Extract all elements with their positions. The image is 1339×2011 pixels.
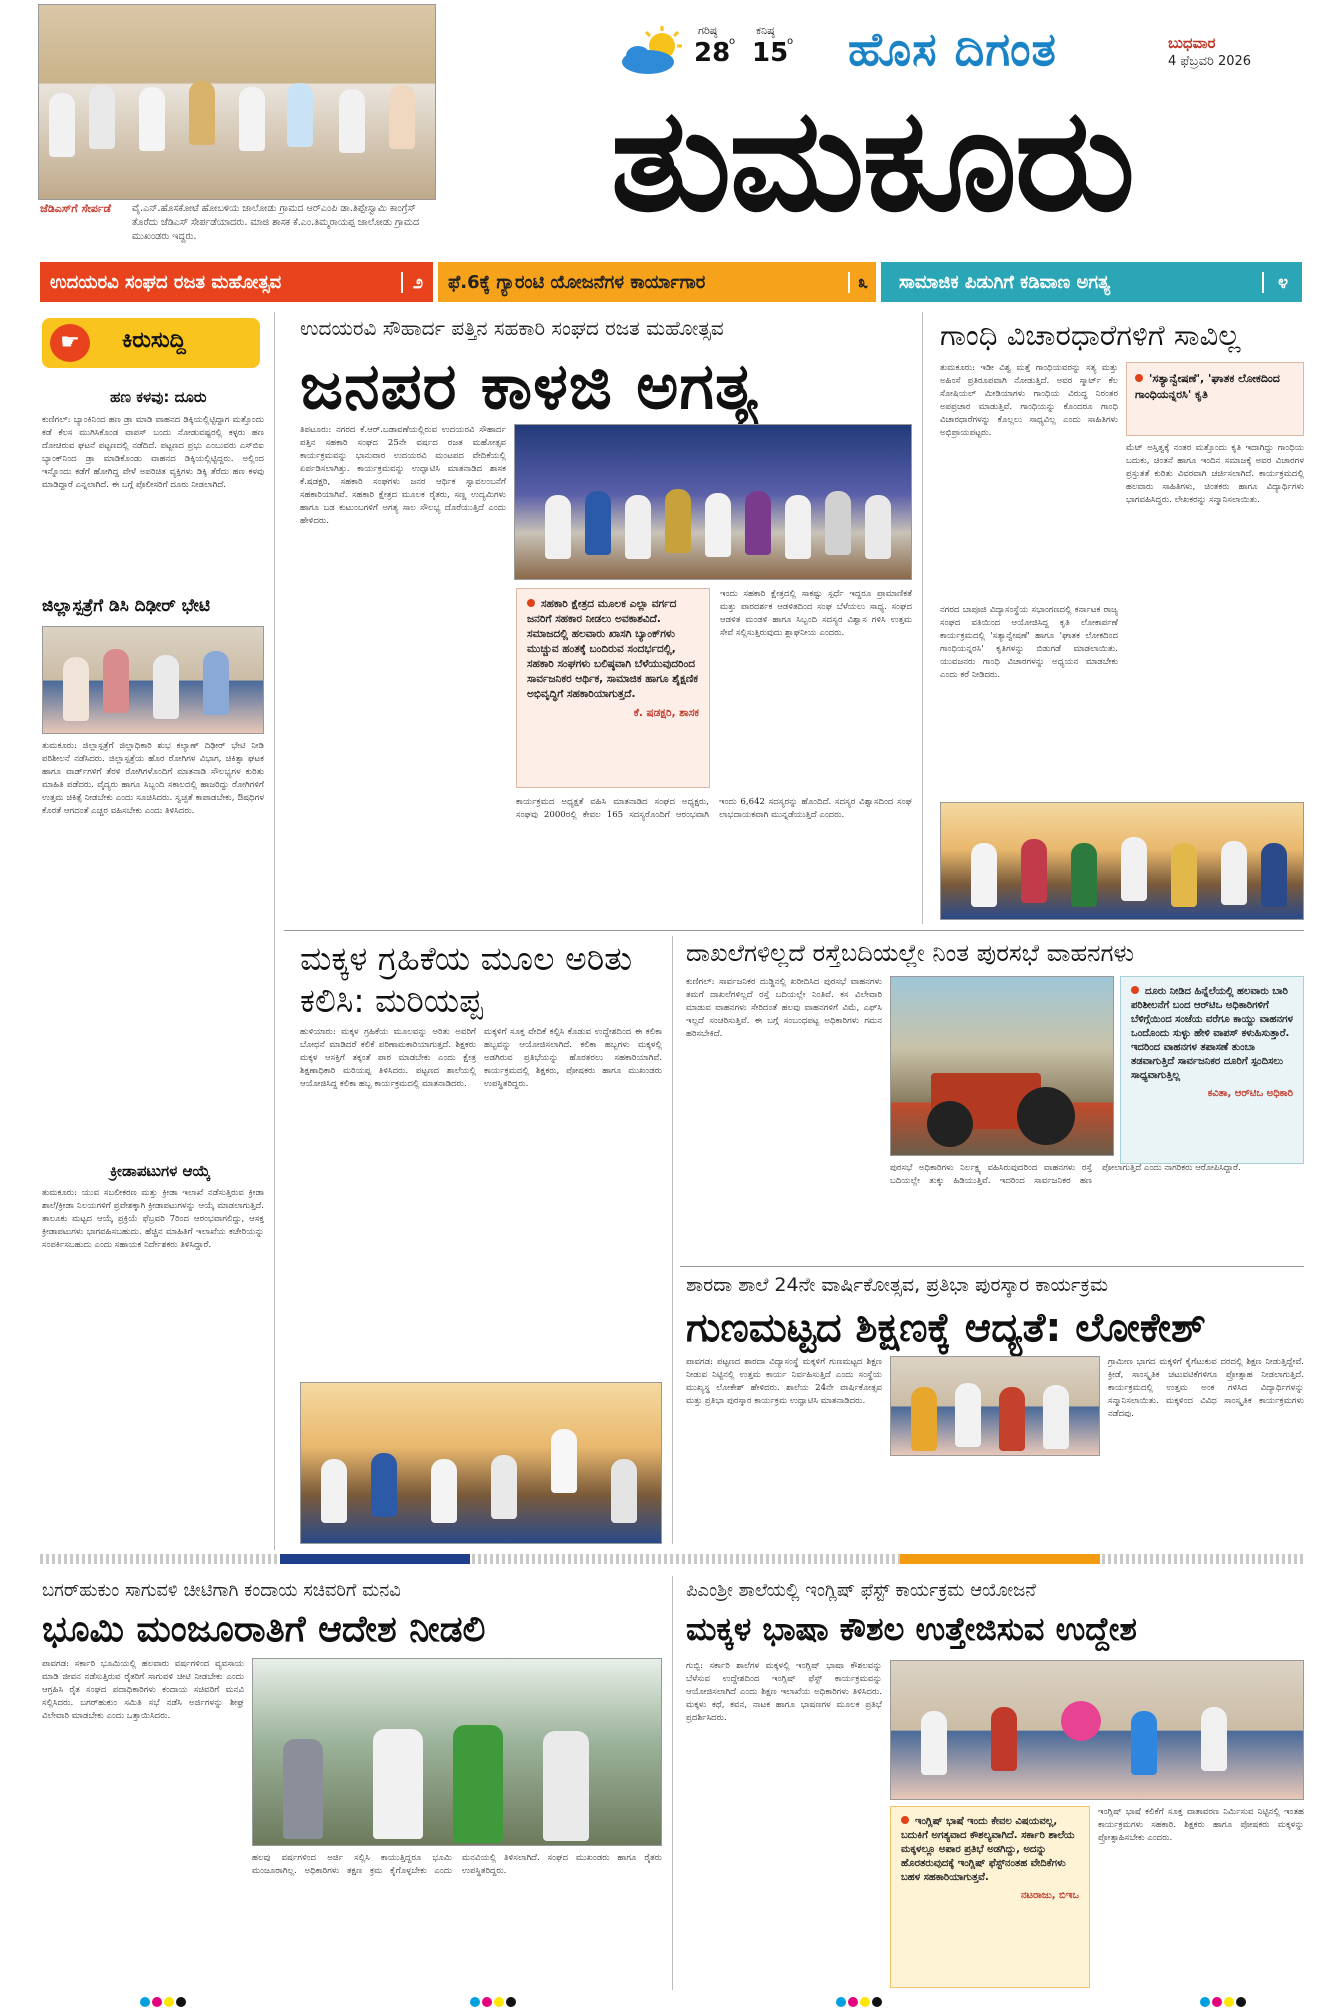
english-quote-by: ನಟರಾಜು, ಬಿಇಒ bbox=[1020, 1890, 1079, 1901]
teaser-1-page: ೨ bbox=[401, 272, 433, 293]
photo-tag: ಜೆಡಿಎಸ್‌ಗೆ ಸೇರ್ಪಡೆ bbox=[40, 202, 112, 215]
top-photo bbox=[38, 4, 436, 200]
page-title: ತುಮಕೂರು bbox=[610, 78, 1134, 243]
brief-3-body: ತುಮಕೂರು: ಯುವ ಸಬಲೀಕರಣ ಮತ್ತು ಕ್ರೀಡಾ ಇಲಾಖೆ ನಡೆಸುತ್ತಿರುವ ಕ್ರೀಡಾ ಶಾಲೆ/ಕ್ರೀಡಾ ನಿಲಯಗಳಿಗೆ ಪ್ರವೇಶಕ್ಕಾಗಿ ಕ್ರೀಡಾಪಟುಗಳನ್ನು ಆಯ್ಕೆ ಮಾಡಲಾಗುತ್ತಿದೆ. ತಾಲೂಕು ಮಟ್ಟದ ಆಯ್ಕೆ ಪ್ರಕ್ರಿಯೆ ಫೆಬ್ರವರಿ 7ರಿಂದ ಆರಂಭವಾಗಲಿದ್ದು, ಆಸಕ್ತ ಕ್ರೀಡಾಪಟುಗಳು ಭಾಗವಹಿಸಬಹುದು. ಹೆಚ್ಚಿನ ಮಾಹಿತಿಗೆ ಇಲಾಖೆಯ ಕಚೇರಿಯನ್ನು ಸಂಪರ್ಕಿಸಬಹುದು ಎಂದು ಸಹಾಯಕ ನಿರ್ದೇಶಕರು ತಿಳಿಸಿದ್ದಾರೆ. bbox=[42, 1188, 264, 1250]
land-body-2: ಹಲವು ವರ್ಷಗಳಿಂದ ಅರ್ಜಿ ಸಲ್ಲಿಸಿ ಕಾಯುತ್ತಿದ್ದರೂ ಭೂಮಿ ಮಂಜೂರಾಗಿಲ್ಲ. ಅಧಿಕಾರಿಗಳು ತಕ್ಷಣ ಕ್ರಮ ಕೈಗೊಳ್ಳಬೇಕು ಎಂದು ಮನವಿಯಲ್ಲಿ ತಿಳಿಸಲಾಗಿದೆ. ಸಂಘದ ಮುಖಂಡರು ಹಾಗೂ ರೈತರು ಉಪಸ್ಥಿತರಿದ್ದರು. bbox=[252, 1853, 662, 1876]
lead-body-3: ಕಾರ್ಯಕ್ರಮದ ಅಧ್ಯಕ್ಷತೆ ವಹಿಸಿ ಮಾತನಾಡಿದ ಸಂಘದ ಅಧ್ಯಕ್ಷರು, ಸಂಘವು 2000ರಲ್ಲಿ ಕೇವಲ 165 ಸದಸ್ಯರೊಂದಿಗೆ ಆರಂಭವಾಗಿ ಇಂದು 6,642 ಸದಸ್ಯರನ್ನು ಹೊಂದಿದೆ. ಸದಸ್ಯರ ವಿಶ್ವಾಸದಿಂದ ಸಂಘ ಲಾಭದಾಯಕವಾಗಿ ಮುನ್ನಡೆಯುತ್ತಿದೆ ಎಂದರು. bbox=[516, 797, 912, 820]
child-photo bbox=[300, 1382, 662, 1544]
english-kicker: ಪಿಎಂಶ್ರೀ ಶಾಲೆಯಲ್ಲಿ ಇಂಗ್ಲಿಷ್ ಫೆಸ್ಟ್ ಕಾರ್ಯಕ್ರಮ ಆಯೋಜನೆ bbox=[686, 1580, 1036, 1601]
teaser-2[interactable] bbox=[438, 262, 876, 302]
child-body-1: ಹುಳಿಯಾರು: ಮಕ್ಕಳ ಗ್ರಹಿಕೆಯ ಮೂಲವನ್ನು ಅರಿತು ಅವರಿಗೆ ಬೋಧನೆ ಮಾಡಿದರೆ ಕಲಿಕೆ ಪರಿಣಾಮಕಾರಿಯಾಗುತ್ತದೆ. ಶಿಕ್ಷಕರು ಮಕ್ಕಳ ಆಸಕ್ತಿಗೆ ತಕ್ಕಂತೆ ಪಾಠ ಮಾಡಬೇಕು ಎಂದು ಕ್ಷೇತ್ರ ಶಿಕ್ಷಣಾಧಿಕಾರಿ ಮರಿಯಪ್ಪ ತಿಳಿಸಿದರು. ಪಟ್ಟಣದ ಶಾಲೆಯಲ್ಲಿ ಆಯೋಜಿಸಿದ್ದ ಕಲಿಕಾ ಹಬ್ಬ ಕಾರ್ಯಕ್ರಮದಲ್ಲಿ ಮಾತನಾಡಿದರು. bbox=[300, 1027, 476, 1089]
gandhi-body-2: ನಗರದ ಬಾಪೂಜಿ ವಿದ್ಯಾಸಂಸ್ಥೆಯ ಸಭಾಂಗಣದಲ್ಲಿ ಕರ್ನಾಟಕ ರಾಜ್ಯ ಸಂಘದ ವತಿಯಿಂದ ಆಯೋಜಿಸಿದ್ದ ಕೃತಿ ಲೋಕಾರ್ಪಣೆ ಕಾರ್ಯಕ್ರಮದಲ್ಲಿ 'ಸತ್ಯಾನ್ವೇಷಣೆ' ಹಾಗೂ 'ಘಾತಕ ಲೋಕದಿಂದ ಗಾಂಧಿಯನ್ನರಸಿ' ಕೃತಿಗಳನ್ನು ಬಿಡುಗಡೆ ಮಾಡಲಾಯಿತು. ಯುವಜನರು ಗಾಂಧಿ ವಿಚಾರಗಳನ್ನು ಅಧ್ಯಯನ ಮಾಡಬೇಕು ಎಂದು ಕರೆ ನೀಡಿದರು. bbox=[940, 605, 1118, 680]
min-temp-unit: o bbox=[787, 36, 794, 47]
lead-body-1: ತಿಪಟೂರು: ನಗರದ ಕೆ.ಆರ್.ಬಡಾವಣೆಯಲ್ಲಿರುವ ಉದಯರವಿ ಸೌಹಾರ್ದ ಪತ್ತಿನ ಸಹಕಾರಿ ಸಂಘದ 25ನೇ ವರ್ಷದ ರಜತ ಮಹೋತ್ಸವ ಕಾರ್ಯಕ್ರಮವನ್ನು ಭಾನುವಾರ ಉದಯರವಿ ಮಂಟಪದ ವೇದಿಕೆಯಲ್ಲಿ ಏರ್ಪಡಿಸಲಾಗಿತ್ತು. ಕಾರ್ಯಕ್ರಮವನ್ನು ಉದ್ಘಾಟಿಸಿ ಮಾತನಾಡಿದ ಶಾಸಕ ಕೆ.ಷಡಕ್ಷರಿ, ಸಹಕಾರಿ ಸಂಘಗಳು ಜನರ ಆರ್ಥಿಕ ಸ್ವಾವಲಂಬನೆಗೆ ಸಹಕಾರಿಯಾಗಿವೆ. ಸಹಕಾರಿ ಕ್ಷೇತ್ರದ ಮೂಲಕ ರೈತರು, ಸಣ್ಣ ಉದ್ಯಮಿಗಳು ಹಾಗೂ ಬಡ ಕುಟುಂಬಗಳಿಗೆ ಅಗತ್ಯ ಸಾಲ ಸೌಲಭ್ಯ ದೊರೆಯುತ್ತಿದೆ ಎಂದು ಹೇಳಿದರು. bbox=[300, 425, 506, 526]
issue-day: ಬುಧವಾರ bbox=[1168, 34, 1216, 52]
vehicles-body-2: ಪುರಸಭೆ ಅಧಿಕಾರಿಗಳು ನಿರ್ಲಕ್ಷ್ಯ ವಹಿಸಿರುವುದರಿಂದ ವಾಹನಗಳು ರಸ್ತೆ ಬದಿಯಲ್ಲೇ ತುಕ್ಕು ಹಿಡಿಯುತ್ತಿವೆ. ಇದರಿಂದ ಸಾರ್ವಜನಿಕರ ಹಣ ಪೋಲಾಗುತ್ತಿದೆ ಎಂದು ನಾಗರಿಕರು ಆರೋಪಿಸಿದ್ದಾರೆ. bbox=[890, 1163, 1241, 1186]
lead-photo bbox=[514, 424, 912, 580]
teaser-2-page: ೩ bbox=[848, 272, 876, 293]
child-body-2: ಮಕ್ಕಳಿಗೆ ಸೂಕ್ತ ವೇದಿಕೆ ಕಲ್ಪಿಸಿ ಕೊಡುವ ಉದ್ದೇಶದಿಂದ ಈ ಕಲಿಕಾ ಹಬ್ಬವನ್ನು ಆಯೋಜಿಸಲಾಗಿದೆ. ಕಲಿಕಾ ಹಬ್ಬಗಳು ಮಕ್ಕಳಲ್ಲಿ ಅಡಗಿರುವ ಪ್ರತಿಭೆಯನ್ನು ಹೊರತರಲು ಸಹಕಾರಿಯಾಗಿವೆ. ಕಾರ್ಯಕ್ರಮದಲ್ಲಿ ಶಿಕ್ಷಕರು, ಪೋಷಕರು ಹಾಗೂ ಮುಖಂಡರು ಉಪಸ್ಥಿತರಿದ್ದರು. bbox=[484, 1027, 662, 1089]
weather-widget bbox=[618, 22, 808, 78]
teaser-1[interactable] bbox=[40, 262, 433, 302]
lead-quote-text: ಸಹಕಾರಿ ಕ್ಷೇತ್ರದ ಮೂಲಕ ಎಲ್ಲಾ ವರ್ಗದ ಜನರಿಗೆ ಸಹಕಾರ ನೀಡಲು ಅವಕಾಶವಿದೆ. ಸಮಾಜದಲ್ಲಿ ಹಲವಾರು ಖಾಸಗಿ ಬ್ಯಾಂಕ್‌ಗಳು ಮುಚ್ಚುವ ಹಂತಕ್ಕೆ ಬಂದಿರುವ ಸಂದರ್ಭದಲ್ಲಿ, ಸಹಕಾರಿ ಸಂಘಗಳು ಬಲಿಷ್ಠವಾಗಿ ಬೆಳೆಯುವುದರಿಂದ ಸಾರ್ವಜನಿಕರ ಆರ್ಥಿಕ, ಸಾಮಾಜಿಕ ಹಾಗೂ ಶೈಕ್ಷಣಿಕ ಅಭಿವೃದ್ಧಿಗೆ ಸಹಕಾರಿಯಾಗುತ್ತದೆ. bbox=[527, 598, 699, 700]
min-temp-label: ಕನಿಷ್ಠ bbox=[756, 24, 775, 37]
brief-2-title: ಜಿಲ್ಲಾಸ್ಪತ್ರೆಗೆ ಡಿಸಿ ದಿಢೀರ್ ಭೇಟಿ bbox=[42, 596, 210, 616]
issue-date: 4 ಫೆಬ್ರವರಿ 2026 bbox=[1168, 54, 1252, 69]
english-body-1: ಗುಬ್ಬಿ: ಸರ್ಕಾರಿ ಶಾಲೆಗಳ ಮಕ್ಕಳಲ್ಲಿ ಇಂಗ್ಲಿಷ್ ಭಾಷಾ ಕೌಶಲವನ್ನು ಬೆಳೆಸುವ ಉದ್ದೇಶದಿಂದ ಇಂಗ್ಲಿಷ್ ಫೆಸ್ಟ್ ಕಾರ್ಯಕ್ರಮವನ್ನು ಆಯೋಜಿಸಲಾಗಿದೆ ಎಂದು ಶಿಕ್ಷಣ ಇಲಾಖೆಯ ಅಧಿಕಾರಿಗಳು ತಿಳಿಸಿದರು. ಮಕ್ಕಳು ಕಥೆ, ಕವನ, ನಾಟಕ ಹಾಗೂ ಭಾಷಣಗಳ ಮೂಲಕ ಪ್ರತಿಭೆ ಪ್ರದರ್ಶಿಸಿದರು. bbox=[686, 1661, 882, 1723]
land-photo bbox=[252, 1658, 662, 1846]
vehicles-photo bbox=[890, 976, 1114, 1156]
vehicles-body-1: ಕುಣಿಗಲ್: ಸಾರ್ವಜನಿಕರ ದುಡ್ಡಿನಲ್ಲಿ ಖರೀದಿಸಿದ ಪುರಸಭೆ ವಾಹನಗಳು ತಮಗೆ ದಾಖಲೆಗಳಿಲ್ಲದೆ ರಸ್ತೆ ಬದಿಯಲ್ಲೇ ನಿಂತಿವೆ. ಕಸ ವಿಲೇವಾರಿ ಮಾಡುವ ವಾಹನಗಳು ಸೇರಿದಂತೆ ಹಲವು ವಾಹನಗಳಿಗೆ ವಿಮೆ, ಎಫ್‌ಸಿ ಇಲ್ಲದೆ ಸಂಚರಿಸುತ್ತಿವೆ. ಈ ಬಗ್ಗೆ ಸಂಬಂಧಪಟ್ಟ ಅಧಿಕಾರಿಗಳು ಗಮನ ಹರಿಸಬೇಕಿದೆ. bbox=[686, 977, 882, 1039]
gandhi-headline: ಗಾಂಧಿ ವಿಚಾರಧಾರೆಗಳಿಗೆ ಸಾವಿಲ್ಲ bbox=[940, 318, 1241, 352]
vehicles-quote bbox=[1120, 976, 1304, 1164]
teaser-3[interactable] bbox=[881, 262, 1302, 302]
briefs-banner bbox=[42, 318, 260, 368]
brief-1-title: ಹಣ ಕಳವು: ದೂರು bbox=[110, 388, 207, 406]
sharada-body-1: ಪಾವಗಡ: ಪಟ್ಟಣದ ಶಾರದಾ ವಿದ್ಯಾಸಂಸ್ಥೆ ಮಕ್ಕಳಿಗೆ ಗುಣಮಟ್ಟದ ಶಿಕ್ಷಣ ನೀಡುವ ನಿಟ್ಟಿನಲ್ಲಿ ಉತ್ತಮ ಕಾರ್ಯ ನಿರ್ವಹಿಸುತ್ತಿದೆ ಎಂದು ಸಂಸ್ಥೆಯ ಮುಖ್ಯಸ್ಥ ಲೋಕೇಶ್ ಹೇಳಿದರು. ಶಾಲೆಯ 24ನೇ ವಾರ್ಷಿಕೋತ್ಸವ ಮತ್ತು ಪ್ರತಿಭಾ ಪುರಸ್ಕಾರ ಕಾರ್ಯಕ್ರಮ ಉದ್ಘಾಟಿಸಿ ಮಾತನಾಡಿದರು. bbox=[686, 1357, 882, 1406]
gandhi-body-1: ತುಮಕೂರು: ಇಡೀ ವಿಶ್ವ ಮತ್ತೆ ಗಾಂಧಿಯವರನ್ನು ಸತ್ಯ ಮತ್ತು ಅಹಿಂಸೆ ಪ್ರತಿರೂಪವಾಗಿ ನೋಡುತ್ತಿದೆ. ಅವರ ಸ್ಮಾರ್ಟ್‌ ಕೆಲ ಸೋಷಿಯಲ್ ಮೀಡಿಯಾಗಳು ಗಾಂಧಿಯ ವಿರುದ್ಧ ನಿರಂತರ ಅಪಪ್ರಚಾರ ಮಾಡುತ್ತಿವೆ. ಗಾಂಧಿಯನ್ನು ಕೊಂದರೂ ಗಾಂಧಿ ವಿಚಾರಧಾರೆಗಳನ್ನು ಕೊಲ್ಲಲು ಸಾಧ್ಯವಿಲ್ಲ ಎಂದು ಸಾಹಿತಿಗಳು ಅಭಿಪ್ರಾಯಪಟ್ಟರು. bbox=[940, 363, 1118, 438]
partly-cloudy-icon bbox=[618, 26, 690, 78]
lead-headline: ಜನಪರ ಕಾಳಜಿ ಅಗತ್ಯ bbox=[300, 350, 759, 424]
brief-3-title: ಕ್ರೀಡಾಪಟುಗಳ ಆಯ್ಕೆ bbox=[110, 1162, 211, 1180]
teaser-1-text: ಉದಯರವಿ ಸಂಘದ ರಜತ ಮಹೋತ್ಸವ bbox=[50, 271, 282, 293]
teaser-3-page: ೪ bbox=[1262, 272, 1302, 293]
vehicles-headline: ದಾಖಲೆಗಳಿಲ್ಲದೆ ರಸ್ತೆಬದಿಯಲ್ಲೇ ನಿಂತ ಪುರಸಭೆ ವಾಹನಗಳು bbox=[686, 939, 1135, 967]
hand-icon: ☛ bbox=[50, 324, 90, 362]
teaser-3-text: ಸಾಮಾಜಿಕ ಪಿಡುಗಿಗೆ ಕಡಿವಾಣ ಅಗತ್ಯ bbox=[899, 271, 1111, 293]
brief-2-body: ತುಮಕೂರು: ಜಿಲ್ಲಾಸ್ಪತ್ರೆಗೆ ಜಿಲ್ಲಾಧಿಕಾರಿ ಶುಭ ಕಲ್ಯಾಣ್ ದಿಢೀರ್ ಭೇಟಿ ನೀಡಿ ಪರಿಶೀಲನೆ ನಡೆಸಿದರು. ಜಿಲ್ಲಾಸ್ಪತ್ರೆಯ ಹೊರ ರೋಗಿಗಳ ವಿಭಾಗ, ಚಿಕಿತ್ಸಾ ಘಟಕ ಹಾಗೂ ವಾರ್ಡ್‌ಗಳಿಗೆ ತೆರಳಿ ರೋಗಿಗಳೊಂದಿಗೆ ಮಾತನಾಡಿ ಸೌಲಭ್ಯಗಳ ಕುರಿತು ಮಾಹಿತಿ ಪಡೆದರು. ವೈದ್ಯರು ಹಾಗೂ ಸಿಬ್ಬಂದಿ ಸಕಾಲದಲ್ಲಿ ಹಾಜರಿದ್ದು ರೋಗಿಗಳಿಗೆ ಉತ್ತಮ ಚಿಕಿತ್ಸೆ ನೀಡಬೇಕು ಎಂದು ಸೂಚಿಸಿದರು. ಸ್ವಚ್ಛತೆ ಕಾಪಾಡಬೇಕು, ಔಷಧಿಗಳ ಕೊರತೆ ಆಗದಂತೆ ಎಚ್ಚರ ವಹಿಸಬೇಕು ಎಂದು ತಿಳಿಸಿದರು. bbox=[42, 741, 264, 816]
english-headline: ಮಕ್ಕಳ ಭಾಷಾ ಕೌಶಲ ಉತ್ತೇಜಿಸುವ ಉದ್ದೇಶ bbox=[686, 1610, 1137, 1648]
vehicles-quote-text: ದೂರು ನೀಡಿದ ಹಿನ್ನೆಲೆಯಲ್ಲಿ ಹಲವಾರು ಬಾರಿ ಪರಿಶೀಲನೆಗೆ ಬಂದ ಆರ್‌ಟಿಒ ಅಧಿಕಾರಿಗಳಿಗೆ ಬೆಳಿಗ್ಗೆಯಿಂದ ಸಂಜೆಯ ವರೆಗೂ ಕಾಯ್ದು ವಾಹನಗಳ ಒಂದೊಂದು ಸುಳ್ಳು ಹೇಳಿ ವಾಪಸ್ ಕಳುಹಿಸುತ್ತಾರೆ. ಇದರಿಂದ ವಾಹನಗಳ ತಪಾಸಣೆ ತುಂಬಾ ತಡವಾಗುತ್ತಿದೆ ಸಾರ್ವಜನಿಕರ ದೂರಿಗೆ ಸ್ಪಂದಿಸಲು ಸಾಧ್ಯವಾಗುತ್ತಿಲ್ಲ bbox=[1131, 986, 1293, 1081]
briefs-label: ಕಿರುಸುದ್ದಿ bbox=[122, 328, 186, 353]
teaser-2-text: ಫೆ.6ಕ್ಕೆ ಗ್ಯಾರಂಟಿ ಯೋಜನೆಗಳ ಕಾರ್ಯಾಗಾರ bbox=[448, 271, 706, 293]
section-divider bbox=[40, 1554, 1304, 1564]
gandhi-photo bbox=[940, 802, 1304, 920]
land-body-1: ಪಾವಗಡ: ಸರ್ಕಾರಿ ಭೂಮಿಯಲ್ಲಿ ಹಲವಾರು ವರ್ಷಗಳಿಂದ ವ್ಯವಸಾಯ ಮಾಡಿ ಜೀವನ ನಡೆಸುತ್ತಿರುವ ರೈತರಿಗೆ ಸಾಗುವಳಿ ಚೀಟಿ ನೀಡಬೇಕು ಎಂದು ಆಗ್ರಹಿಸಿ ರೈತ ಸಂಘದ ಪದಾಧಿಕಾರಿಗಳು ಕಂದಾಯ ಸಚಿವರಿಗೆ ಮನವಿ ಸಲ್ಲಿಸಿದರು. ಬಗರ್‌ಹುಕುಂ ಸಮಿತಿ ಸಭೆ ನಡೆಸಿ ಅರ್ಜಿಗಳನ್ನು ಶೀಘ್ರ ವಿಲೇವಾರಿ ಮಾಡಬೇಕು ಎಂದು ಒತ್ತಾಯಿಸಿದರು. bbox=[42, 1659, 244, 1721]
english-quote-text: ಇಂಗ್ಲಿಷ್ ಭಾಷೆ ಇಂದು ಕೇವಲ ವಿಷಯವಲ್ಲ, ಬದುಕಿಗೆ ಅಗತ್ಯವಾದ ಕೌಶಲ್ಯವಾಗಿದೆ. ಸರ್ಕಾರಿ ಶಾಲೆಯ ಮಕ್ಕಳಲ್ಲೂ ಅಪಾರ ಪ್ರತಿಭೆ ಅಡಗಿದ್ದು, ಅದನ್ನು ಹೊರತರುವುದಕ್ಕೆ ಇಂಗ್ಲಿಷ್ ಫೆಸ್ಟ್‌ನಂತಹ ವೇದಿಕೆಗಳು ಬಹಳ ಸಹಕಾರಿಯಾಗುತ್ತವೆ. bbox=[901, 1816, 1075, 1883]
gandhi-side-box bbox=[1126, 362, 1304, 436]
sharada-kicker: ಶಾರದಾ ಶಾಲೆ 24ನೇ ವಾರ್ಷಿಕೋತ್ಸವ, ಪ್ರತಿಭಾ ಪುರಸ್ಕಾರ ಕಾರ್ಯಕ್ರಮ bbox=[686, 1274, 1109, 1296]
brand-logo: ಹೊಸ ದಿಗಂತ bbox=[848, 22, 1057, 76]
english-quote bbox=[890, 1806, 1090, 1988]
land-kicker: ಬಗರ್‌ಹುಕುಂ ಸಾಗುವಳಿ ಚೀಟಿಗಾಗಿ ಕಂದಾಯ ಸಚಿವರಿಗೆ ಮನವಿ bbox=[42, 1580, 401, 1601]
max-temp-unit: o bbox=[729, 36, 736, 47]
gandhi-body-3: ಮೆಟ್ ಅಸ್ತಿತ್ವಕ್ಕೆ ನಂತರ ಮತ್ತೊಂದು ಕೃತಿ ಇದಾಗಿದ್ದು ಗಾಂಧಿಯ ಬದುಕು, ಚಿಂತನೆ ಹಾಗೂ ಇಂದಿನ ಸಮಾಜಕ್ಕೆ ಅವರ ವಿಚಾರಗಳ ಪ್ರಸ್ತುತತೆ ಕುರಿತು ವಿವರವಾಗಿ ಚರ್ಚಿಸಲಾಗಿದೆ. ಕಾರ್ಯಕ್ರಮದಲ್ಲಿ ಹಲವಾರು ಸಾಹಿತಿಗಳು, ಚಿಂತಕರು ಹಾಗೂ ವಿದ್ಯಾರ್ಥಿಗಳು ಭಾಗವಹಿಸಿದ್ದರು. ಲೇಖಕರನ್ನು ಸನ್ಮಾನಿಸಲಾಯಿತು. bbox=[1126, 443, 1304, 505]
sharada-body-2: ಗ್ರಾಮೀಣ ಭಾಗದ ಮಕ್ಕಳಿಗೆ ಕೈಗೆಟುಕುವ ದರದಲ್ಲಿ ಶಿಕ್ಷಣ ನೀಡುತ್ತಿದ್ದೇವೆ. ಕ್ರೀಡೆ, ಸಾಂಸ್ಕೃತಿಕ ಚಟುವಟಿಕೆಗಳಿಗೂ ಪ್ರೋತ್ಸಾಹ ನೀಡಲಾಗುತ್ತಿದೆ. ಕಾರ್ಯಕ್ರಮದಲ್ಲಿ ಉತ್ತಮ ಅಂಕ ಗಳಿಸಿದ ವಿದ್ಯಾರ್ಥಿಗಳನ್ನು ಸನ್ಮಾನಿಸಲಾಯಿತು. ಮಕ್ಕಳಿಂದ ವಿವಿಧ ಸಾಂಸ್ಕೃತಿಕ ಕಾರ್ಯಕ್ರಮಗಳು ನಡೆದವು. bbox=[1108, 1357, 1304, 1419]
lead-kicker: ಉದಯರವಿ ಸೌಹಾರ್ದ ಪತ್ತಿನ ಸಹಕಾರಿ ಸಂಘದ ರಜತ ಮಹೋತ್ಸವ bbox=[300, 316, 724, 340]
english-photo bbox=[890, 1660, 1304, 1800]
photo-caption: ವೈ.ಎನ್.ಹೊಸಕೋಟೆ ಹೋಬಳಿಯ ಜಾಲೋಡು ಗ್ರಾಮದ ಆರ್‌ಎಂಪಿ ಡಾ.ತಿಪ್ಪೇಸ್ವಾಮಿ ಕಾಂಗ್ರೆಸ್ ತೊರೆದು ಜೆಡಿಎಸ್ ಸೇರ್ಪಡೆಯಾದರು. ಮಾಜಿ ಶಾಸಕ ಕೆ.ಎಂ.ತಿಮ್ಮರಾಯಪ್ಪ ಜಾಲೋಡು ಗ್ರಾಮದ ಮುಖಂಡರು ಇದ್ದರು. bbox=[132, 203, 420, 242]
vehicles-quote-by: ಕವಿತಾ, ಆರ್‌ಟಿಒ ಅಧಿಕಾರಿ bbox=[1207, 1088, 1293, 1099]
lead-quote-by: ಕೆ. ಷಡಕ್ಷರಿ, ಶಾಸಕ bbox=[633, 707, 699, 719]
gandhi-side-title: 'ಸತ್ಯಾನ್ವೇಷಣೆ', 'ಘಾತಕ ಲೋಕದಿಂದ ಗಾಂಧಿಯನ್ನರಸಿ' ಕೃತಿ bbox=[1135, 372, 1280, 401]
max-temp: 28 bbox=[694, 38, 731, 68]
land-headline: ಭೂಮಿ ಮಂಜೂರಾತಿಗೆ ಆದೇಶ ನೀಡಲಿ bbox=[42, 1609, 486, 1650]
hospital-photo bbox=[42, 626, 264, 734]
max-temp-label: ಗರಿಷ್ಠ bbox=[698, 24, 718, 37]
child-headline: ಮಕ್ಕಳ ಗ್ರಹಿಕೆಯ ಮೂಲ ಅರಿತು ಕಲಿಸಿ: ಮರಿಯಪ್ಪ bbox=[300, 939, 633, 1020]
sharada-headline: ಗುಣಮಟ್ಟದ ಶಿಕ್ಷಣಕ್ಕೆ ಆದ್ಯತೆ: ಲೋಕೇಶ್ bbox=[686, 1305, 1206, 1351]
brief-1-body: ಕುಣಿಗಲ್: ಬ್ಯಾಂಕಿನಿಂದ ಹಣ ಡ್ರಾ ಮಾಡಿ ವಾಹನದ ಡಿಕ್ಕಿಯಲ್ಲಿಟ್ಟಿದ್ದಾಗ ಮತ್ತೊಂದು ಕಡೆ ಕೆಲಸ ಮುಗಿಸಿಕೊಂಡ ವಾಪಸ್ ಬಂದು ನೋಡುವಷ್ಟರಲ್ಲಿ ಕಳ್ಳರು ಹಣ ದೋಚಿರುವ ಘಟನೆ ಪಟ್ಟಣದಲ್ಲಿ ನಡೆದಿದೆ. ಪಟ್ಟಣದ ಪ್ರಭು ಎಂಬುವರು ಎಸ್‌ಬಿಐ ಬ್ಯಾಂಕ್‌ನಿಂದ ಡ್ರಾ ಮಾಡಿಕೊಂಡು ವಾಹನದ ಡಿಕ್ಕಿಯಲ್ಲಿಟ್ಟಿದ್ದರು. ಅಲ್ಲಿಂದ ಇನ್ನೊಂದು ಕಡೆಗೆ ಹೋಗಿದ್ದ ವೇಳೆ ಅಪರಿಚಿತ ವ್ಯಕ್ತಿಗಳು ಡಿಕ್ಕಿ ತೆರೆದು ಹಣ ಕಳವು ಮಾಡಿದ್ದಾರೆ ಎನ್ನಲಾಗಿದೆ. ಈ ಬಗ್ಗೆ ಪೊಲೀಸರಿಗೆ ದೂರು ನೀಡಲಾಗಿದೆ. bbox=[42, 415, 264, 490]
sharada-photo bbox=[890, 1356, 1100, 1456]
english-body-2: ಇಂಗ್ಲಿಷ್ ಭಾಷೆ ಕಲಿಕೆಗೆ ಸೂಕ್ತ ವಾತಾವರಣ ನಿರ್ಮಿಸುವ ನಿಟ್ಟಿನಲ್ಲಿ ಇಂತಹ ಕಾರ್ಯಕ್ರಮಗಳು ಸಹಕಾರಿ. ಶಿಕ್ಷಕರು ಹಾಗೂ ಪೋಷಕರು ಮಕ್ಕಳನ್ನು ಪ್ರೋತ್ಸಾಹಿಸಬೇಕು ಎಂದರು. bbox=[1098, 1807, 1304, 1843]
lead-body-2: ಇಂದು ಸಹಕಾರಿ ಕ್ಷೇತ್ರದಲ್ಲಿ ಸಾಕಷ್ಟು ಸ್ಪರ್ಧೆ ಇದ್ದರೂ ಪ್ರಾಮಾಣಿಕತೆ ಮತ್ತು ಪಾರದರ್ಶಕ ಆಡಳಿತದಿಂದ ಸಂಘ ಬೆಳೆಯಲು ಸಾಧ್ಯ. ಸಂಘದ ಆಡಳಿತ ಮಂಡಳಿ ಹಾಗೂ ಸಿಬ್ಬಂದಿ ಸದಸ್ಯರ ವಿಶ್ವಾಸ ಗಳಿಸಿ ಉತ್ತಮ ಸೇವೆ ಸಲ್ಲಿಸುತ್ತಿರುವುದು ಶ್ಲಾಘನೀಯ ಎಂದರು. bbox=[720, 589, 912, 638]
lead-quote bbox=[516, 588, 710, 788]
min-temp: 15 bbox=[752, 38, 789, 68]
